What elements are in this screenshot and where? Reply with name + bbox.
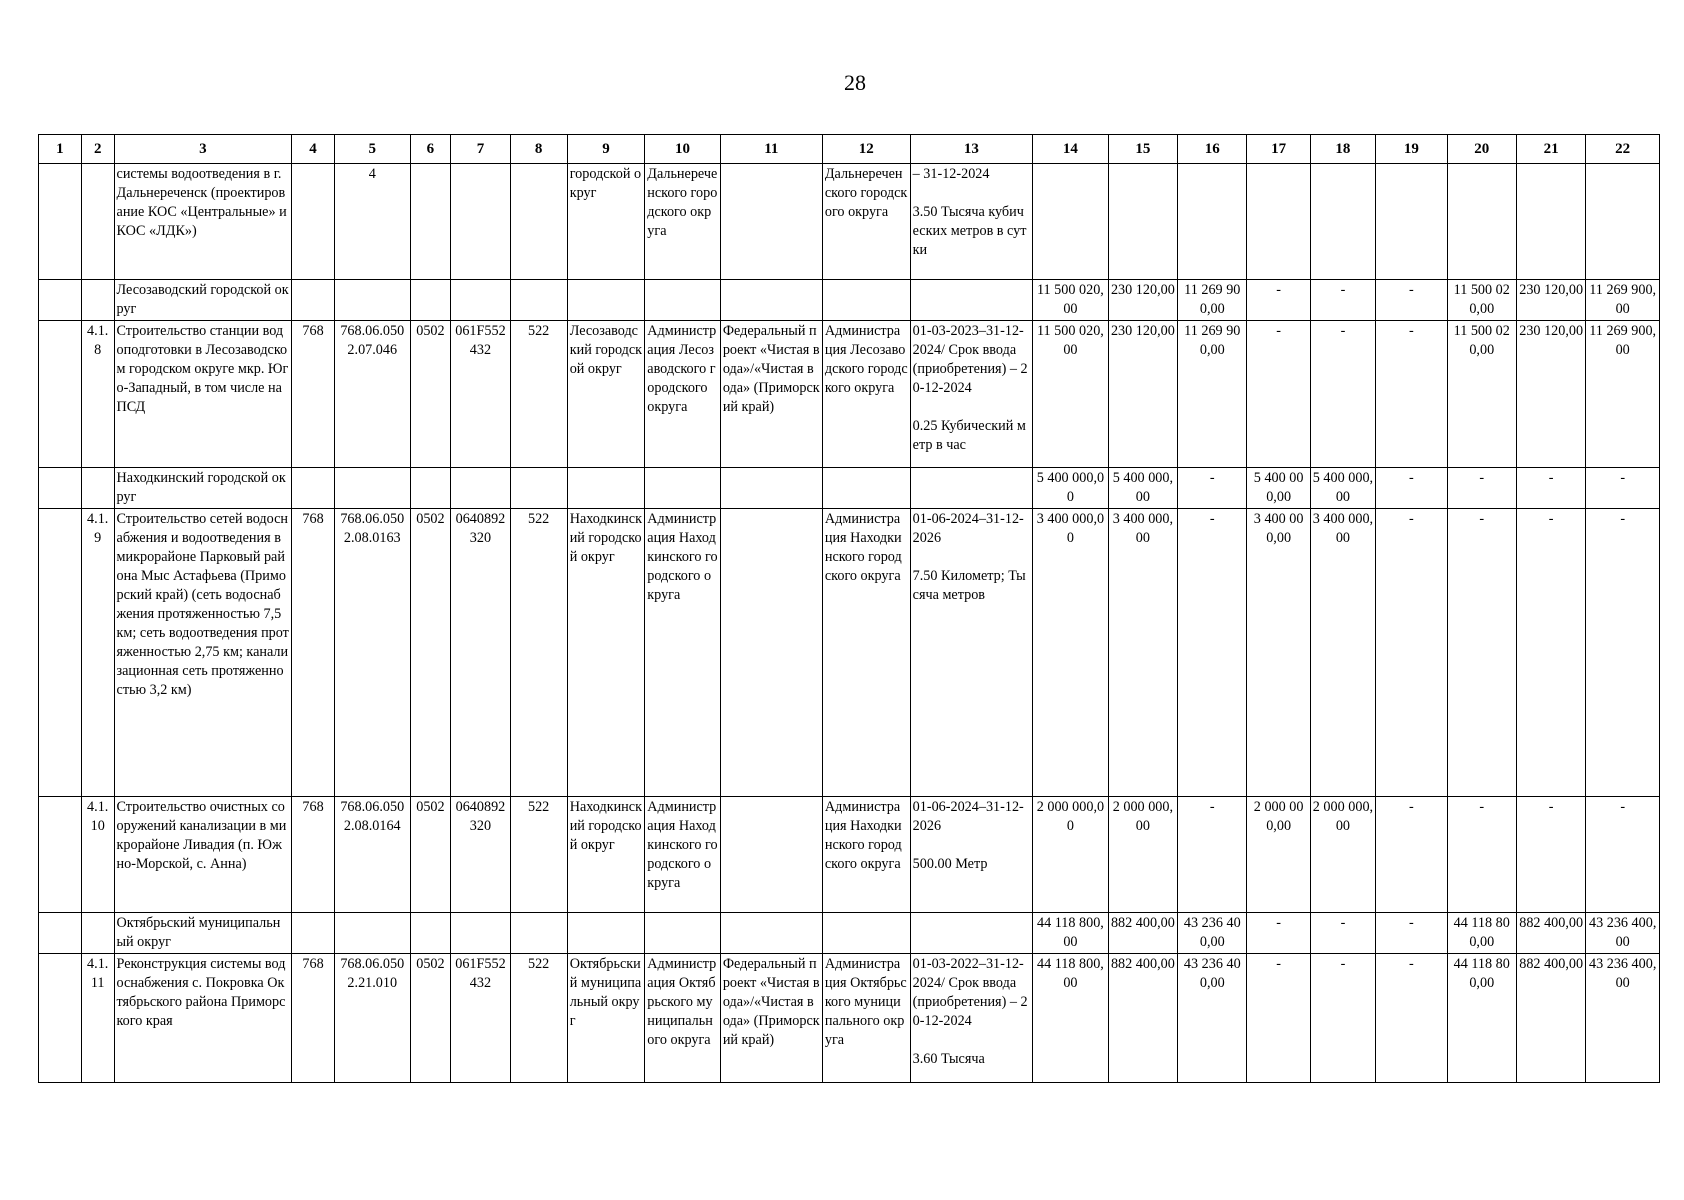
table-cell: [1516, 164, 1585, 280]
table-cell: 768: [292, 321, 335, 468]
table-cell: 43 236 400,00: [1178, 913, 1247, 954]
table-cell: 061F552432: [451, 954, 510, 1083]
table-cell: 44 118 800,00: [1033, 954, 1109, 1083]
table-cell: [39, 468, 82, 509]
table-cell: [39, 797, 82, 913]
table-cell: [451, 164, 510, 280]
table-cell: -: [1178, 468, 1247, 509]
table-cell: -: [1586, 797, 1660, 913]
table-cell: 4.1.8: [81, 321, 114, 468]
column-header: 15: [1108, 135, 1177, 164]
table-cell: Администрация Лесозаводского городского округа: [822, 321, 910, 468]
table-cell: 43 236 400,00: [1586, 913, 1660, 954]
table-cell: [1178, 164, 1247, 280]
table-cell: 11 500 020,00: [1447, 321, 1516, 468]
table-cell: Строительство станции водоподготовки в Лесозаводском городском округе мкр. Юго-Западный, в том числе на ПСД: [114, 321, 292, 468]
table-cell: [822, 468, 910, 509]
table-cell: [645, 913, 721, 954]
table-cell: -: [1447, 797, 1516, 913]
table-cell: Администрация Находкинского городского округа: [645, 509, 721, 797]
table-cell: [334, 280, 410, 321]
table-cell: [39, 954, 82, 1083]
column-header: 2: [81, 135, 114, 164]
table-cell: 0502: [410, 797, 451, 913]
table-cell: [720, 509, 822, 797]
table-cell: 2 000 000,00: [1310, 797, 1375, 913]
table-cell: 3 400 000,00: [1108, 509, 1177, 797]
table-cell: 061F552432: [451, 321, 510, 468]
table-cell: -: [1376, 954, 1447, 1083]
table-row: [39, 913, 1660, 954]
column-header: 14: [1033, 135, 1109, 164]
table-cell: Администрация Октябрьского муниципального округа: [822, 954, 910, 1083]
table-cell: 5 400 000,00: [1108, 468, 1177, 509]
table-cell: -: [1376, 913, 1447, 954]
table-cell: 882 400,00: [1108, 954, 1177, 1083]
table-cell: [292, 468, 335, 509]
table-cell: -: [1516, 797, 1585, 913]
table-cell: [39, 913, 82, 954]
table-cell: [510, 164, 567, 280]
table-cell: [1310, 164, 1375, 280]
table-cell: 5 400 000,00: [1033, 468, 1109, 509]
table-cell: -: [1178, 797, 1247, 913]
table-cell: [910, 280, 1032, 321]
table-cell: 11 269 900,00: [1178, 321, 1247, 468]
table-cell: Лесозаводский городской округ: [567, 321, 645, 468]
table-cell: Дальнереченского городского округа: [645, 164, 721, 280]
table-cell: [720, 468, 822, 509]
table-cell: 768.06.0502.08.0163: [334, 509, 410, 797]
table-cell: 44 118 800,00: [1447, 913, 1516, 954]
table-cell: 768.06.0502.08.0164: [334, 797, 410, 913]
table-cell: [292, 913, 335, 954]
table-cell: -: [1247, 913, 1310, 954]
table-cell: [1586, 164, 1660, 280]
column-header: 11: [720, 135, 822, 164]
table-cell: [451, 280, 510, 321]
table-cell: 4.1.11: [81, 954, 114, 1083]
column-header: 5: [334, 135, 410, 164]
table-cell: 4: [334, 164, 410, 280]
table-cell: [720, 913, 822, 954]
table-cell: [334, 468, 410, 509]
table-cell: [39, 321, 82, 468]
table-cell: [567, 280, 645, 321]
table-cell: городской округ: [567, 164, 645, 280]
table-cell: -: [1516, 468, 1585, 509]
table-cell: -: [1447, 509, 1516, 797]
table-cell: Федеральный проект «Чистая вода»/«Чистая вода» (Приморский край): [720, 954, 822, 1083]
table-row: [39, 468, 1660, 509]
table-cell: [567, 468, 645, 509]
table-cell: 0640892320: [451, 509, 510, 797]
table-cell: 11 269 900,00: [1586, 321, 1660, 468]
table-cell: Администрация Октябрьского муниципального округа: [645, 954, 721, 1083]
table-cell: [1033, 164, 1109, 280]
table-cell: 2 000 000,00: [1247, 797, 1310, 913]
table-cell: 768: [292, 797, 335, 913]
page-number: 28: [844, 70, 866, 95]
table-cell: 4.1.9: [81, 509, 114, 797]
column-header: 3: [114, 135, 292, 164]
table-cell: -: [1376, 321, 1447, 468]
table-cell: 2 000 000,00: [1108, 797, 1177, 913]
table-cell: [410, 468, 451, 509]
table-cell: Находкинский городской округ: [567, 509, 645, 797]
table-cell: [39, 164, 82, 280]
table-cell: -: [1376, 468, 1447, 509]
table-cell: [81, 164, 114, 280]
table-cell: 522: [510, 509, 567, 797]
table-cell: [410, 280, 451, 321]
column-header: 17: [1247, 135, 1310, 164]
table-cell: 230 120,00: [1108, 280, 1177, 321]
table-cell: 522: [510, 797, 567, 913]
table-cell: [822, 913, 910, 954]
table-cell: Администрация Находкинского городского округа: [822, 797, 910, 913]
table-cell: [510, 280, 567, 321]
table-cell: -: [1310, 280, 1375, 321]
table-cell: -: [1586, 468, 1660, 509]
table-cell: 0502: [410, 954, 451, 1083]
table-cell: [567, 913, 645, 954]
column-header: 18: [1310, 135, 1375, 164]
table-cell: -: [1447, 468, 1516, 509]
table-cell: 882 400,00: [1108, 913, 1177, 954]
table-row: [39, 321, 1660, 468]
table-cell: -: [1516, 509, 1585, 797]
table-cell: 5 400 000,00: [1310, 468, 1375, 509]
table-cell: -: [1247, 280, 1310, 321]
table-cell: 01-06-2024–31-12-2026 500.00 Метр: [910, 797, 1032, 913]
table-row: [39, 509, 1660, 797]
table-cell: – 31-12-2024 3.50 Тысяча кубических метров в сутки: [910, 164, 1032, 280]
table-cell: [451, 913, 510, 954]
table-cell: Находкинский городской округ: [567, 797, 645, 913]
column-header: 13: [910, 135, 1032, 164]
table-header-row: [39, 135, 1660, 164]
column-header: 21: [1516, 135, 1585, 164]
table-cell: 768.06.0502.07.046: [334, 321, 410, 468]
table-cell: [410, 164, 451, 280]
table-cell: 768: [292, 509, 335, 797]
table-cell: [645, 468, 721, 509]
table-cell: 0502: [410, 509, 451, 797]
table-cell: 0640892320: [451, 797, 510, 913]
budget-table: [38, 134, 1660, 1083]
table-cell: 3 400 000,00: [1247, 509, 1310, 797]
table-cell: -: [1247, 954, 1310, 1083]
table-cell: [39, 280, 82, 321]
column-header: 8: [510, 135, 567, 164]
table-cell: 0502: [410, 321, 451, 468]
table-cell: [720, 280, 822, 321]
table-cell: 11 269 900,00: [1586, 280, 1660, 321]
table-cell: [451, 468, 510, 509]
column-header: 9: [567, 135, 645, 164]
table-cell: Лесозаводский городской округ: [114, 280, 292, 321]
table-cell: 230 120,00: [1516, 280, 1585, 321]
column-header: 7: [451, 135, 510, 164]
table-cell: 522: [510, 321, 567, 468]
table-cell: [1247, 164, 1310, 280]
table-cell: [1376, 164, 1447, 280]
table-cell: 3 400 000,00: [1033, 509, 1109, 797]
table-cell: Строительство сетей водоснабжения и водоотведения в микрорайоне Парковый района Мыс Астафьева (Приморский край) (сеть водоснабжения протяженностью 7,5 км; сеть водоотведения протяженностью 2,75 км; канализационная сеть протяженностью 3,2 км): [114, 509, 292, 797]
table-cell: [720, 164, 822, 280]
table-cell: 2 000 000,00: [1033, 797, 1109, 913]
table-cell: 882 400,00: [1516, 954, 1585, 1083]
table-cell: [1447, 164, 1516, 280]
table-cell: Федеральный проект «Чистая вода»/«Чистая вода» (Приморский край): [720, 321, 822, 468]
table-row: [39, 797, 1660, 913]
table-cell: 43 236 400,00: [1178, 954, 1247, 1083]
table-cell: Октябрьский муниципальный округ: [114, 913, 292, 954]
table-row: [39, 280, 1660, 321]
table-cell: 522: [510, 954, 567, 1083]
table-cell: 44 118 800,00: [1447, 954, 1516, 1083]
table-cell: 11 269 900,00: [1178, 280, 1247, 321]
table-cell: [39, 509, 82, 797]
table-cell: 4.1.10: [81, 797, 114, 913]
table-cell: [81, 280, 114, 321]
column-header: 10: [645, 135, 721, 164]
table-cell: 01-03-2022–31-12-2024/ Срок ввода (приобретения) – 20-12-2024 3.60 Тысяча: [910, 954, 1032, 1083]
table-row: [39, 164, 1660, 280]
table-cell: Дальнереченского городского округа: [822, 164, 910, 280]
table-cell: 44 118 800,00: [1033, 913, 1109, 954]
table-cell: [910, 468, 1032, 509]
table-cell: [292, 280, 335, 321]
table-cell: -: [1178, 509, 1247, 797]
table-cell: системы водоотведения в г. Дальнереченск (проектирование КОС «Центральные» и КОС «ЛДК»): [114, 164, 292, 280]
table-cell: -: [1310, 913, 1375, 954]
table-cell: Реконструкция системы водоснабжения с. Покровка Октябрьского района Приморского края: [114, 954, 292, 1083]
table-row: [39, 954, 1660, 1083]
table-cell: 01-03-2023–31-12-2024/ Срок ввода (приобретения) – 20-12-2024 0.25 Кубический метр в час: [910, 321, 1032, 468]
table-cell: -: [1586, 509, 1660, 797]
table-cell: [645, 280, 721, 321]
column-header: 19: [1376, 135, 1447, 164]
table-cell: 230 120,00: [1516, 321, 1585, 468]
table-cell: [720, 797, 822, 913]
table-cell: 11 500 020,00: [1033, 280, 1109, 321]
column-header: 4: [292, 135, 335, 164]
table-cell: [81, 468, 114, 509]
column-header: 20: [1447, 135, 1516, 164]
table-cell: [81, 913, 114, 954]
table-cell: [510, 913, 567, 954]
table-cell: [910, 913, 1032, 954]
table-cell: 768: [292, 954, 335, 1083]
table-cell: 768.06.0502.21.010: [334, 954, 410, 1083]
table-cell: [292, 164, 335, 280]
column-header: 6: [410, 135, 451, 164]
table-cell: -: [1376, 797, 1447, 913]
table-cell: Администрация Находкинского городского округа: [822, 509, 910, 797]
table-cell: [334, 913, 410, 954]
table-cell: 3 400 000,00: [1310, 509, 1375, 797]
table-cell: 01-06-2024–31-12-2026 7.50 Километр; Тысяча метров: [910, 509, 1032, 797]
table-cell: Находкинский городской округ: [114, 468, 292, 509]
table-cell: [1108, 164, 1177, 280]
column-header: 16: [1178, 135, 1247, 164]
table-cell: Администрация Лесозаводского городского округа: [645, 321, 721, 468]
table-cell: [510, 468, 567, 509]
table-cell: Октябрьский муниципальный округ: [567, 954, 645, 1083]
table-cell: 230 120,00: [1108, 321, 1177, 468]
table-cell: -: [1247, 321, 1310, 468]
table-cell: -: [1376, 509, 1447, 797]
table-cell: 11 500 020,00: [1033, 321, 1109, 468]
table-cell: [410, 913, 451, 954]
table-cell: Строительство очистных сооружений канализации в микрорайоне Ливадия (п. Южно-Морской, с. Анна): [114, 797, 292, 913]
table-cell: [822, 280, 910, 321]
table-cell: Администрация Находкинского городского округа: [645, 797, 721, 913]
table-cell: 11 500 020,00: [1447, 280, 1516, 321]
table-cell: -: [1310, 321, 1375, 468]
column-header: 22: [1586, 135, 1660, 164]
column-header: 12: [822, 135, 910, 164]
table-cell: 882 400,00: [1516, 913, 1585, 954]
table-cell: -: [1310, 954, 1375, 1083]
table-cell: -: [1376, 280, 1447, 321]
table-cell: 43 236 400,00: [1586, 954, 1660, 1083]
table-cell: 5 400 000,00: [1247, 468, 1310, 509]
column-header: 1: [39, 135, 82, 164]
